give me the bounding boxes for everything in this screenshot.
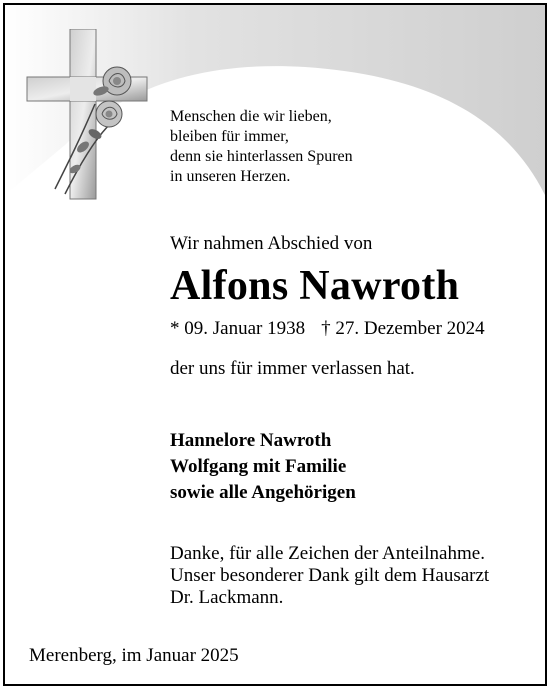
life-dates <box>170 318 485 340</box>
mourner-line: Hannelore Nawroth <box>170 430 332 451</box>
poem-line: in unseren Herzen. <box>170 168 291 185</box>
obituary-card <box>3 3 547 686</box>
poem-line: denn sie hinterlassen Spuren <box>170 148 353 165</box>
mourners <box>170 428 356 506</box>
thanks-line: Dr. Lackmann. <box>170 587 284 608</box>
thanks-line: Danke, für alle Zeichen der Anteilnahme. <box>170 543 485 564</box>
poem-line: Menschen die wir lieben, <box>170 108 332 125</box>
poem-line: bleiben für immer, <box>170 128 289 145</box>
deceased-name: Alfons Nawroth <box>170 263 460 309</box>
thanks-text <box>170 543 489 609</box>
death-date: † 27. Dezember 2024 <box>321 318 485 339</box>
farewell-text: der uns für immer verlassen hat. <box>170 358 415 379</box>
mourner-line: Wolfgang mit Familie <box>170 456 347 477</box>
intro-text: Wir nahmen Abschied von <box>170 233 373 254</box>
poem <box>170 107 353 187</box>
thanks-line: Unser besonderer Dank gilt dem Hausarzt <box>170 565 490 586</box>
cross-with-roses-icon <box>25 29 150 201</box>
place-and-date: Merenberg, im Januar 2025 <box>29 645 239 666</box>
birth-date: * 09. Januar 1938 <box>170 318 306 339</box>
mourner-line: sowie alle Angehörigen <box>170 482 356 503</box>
